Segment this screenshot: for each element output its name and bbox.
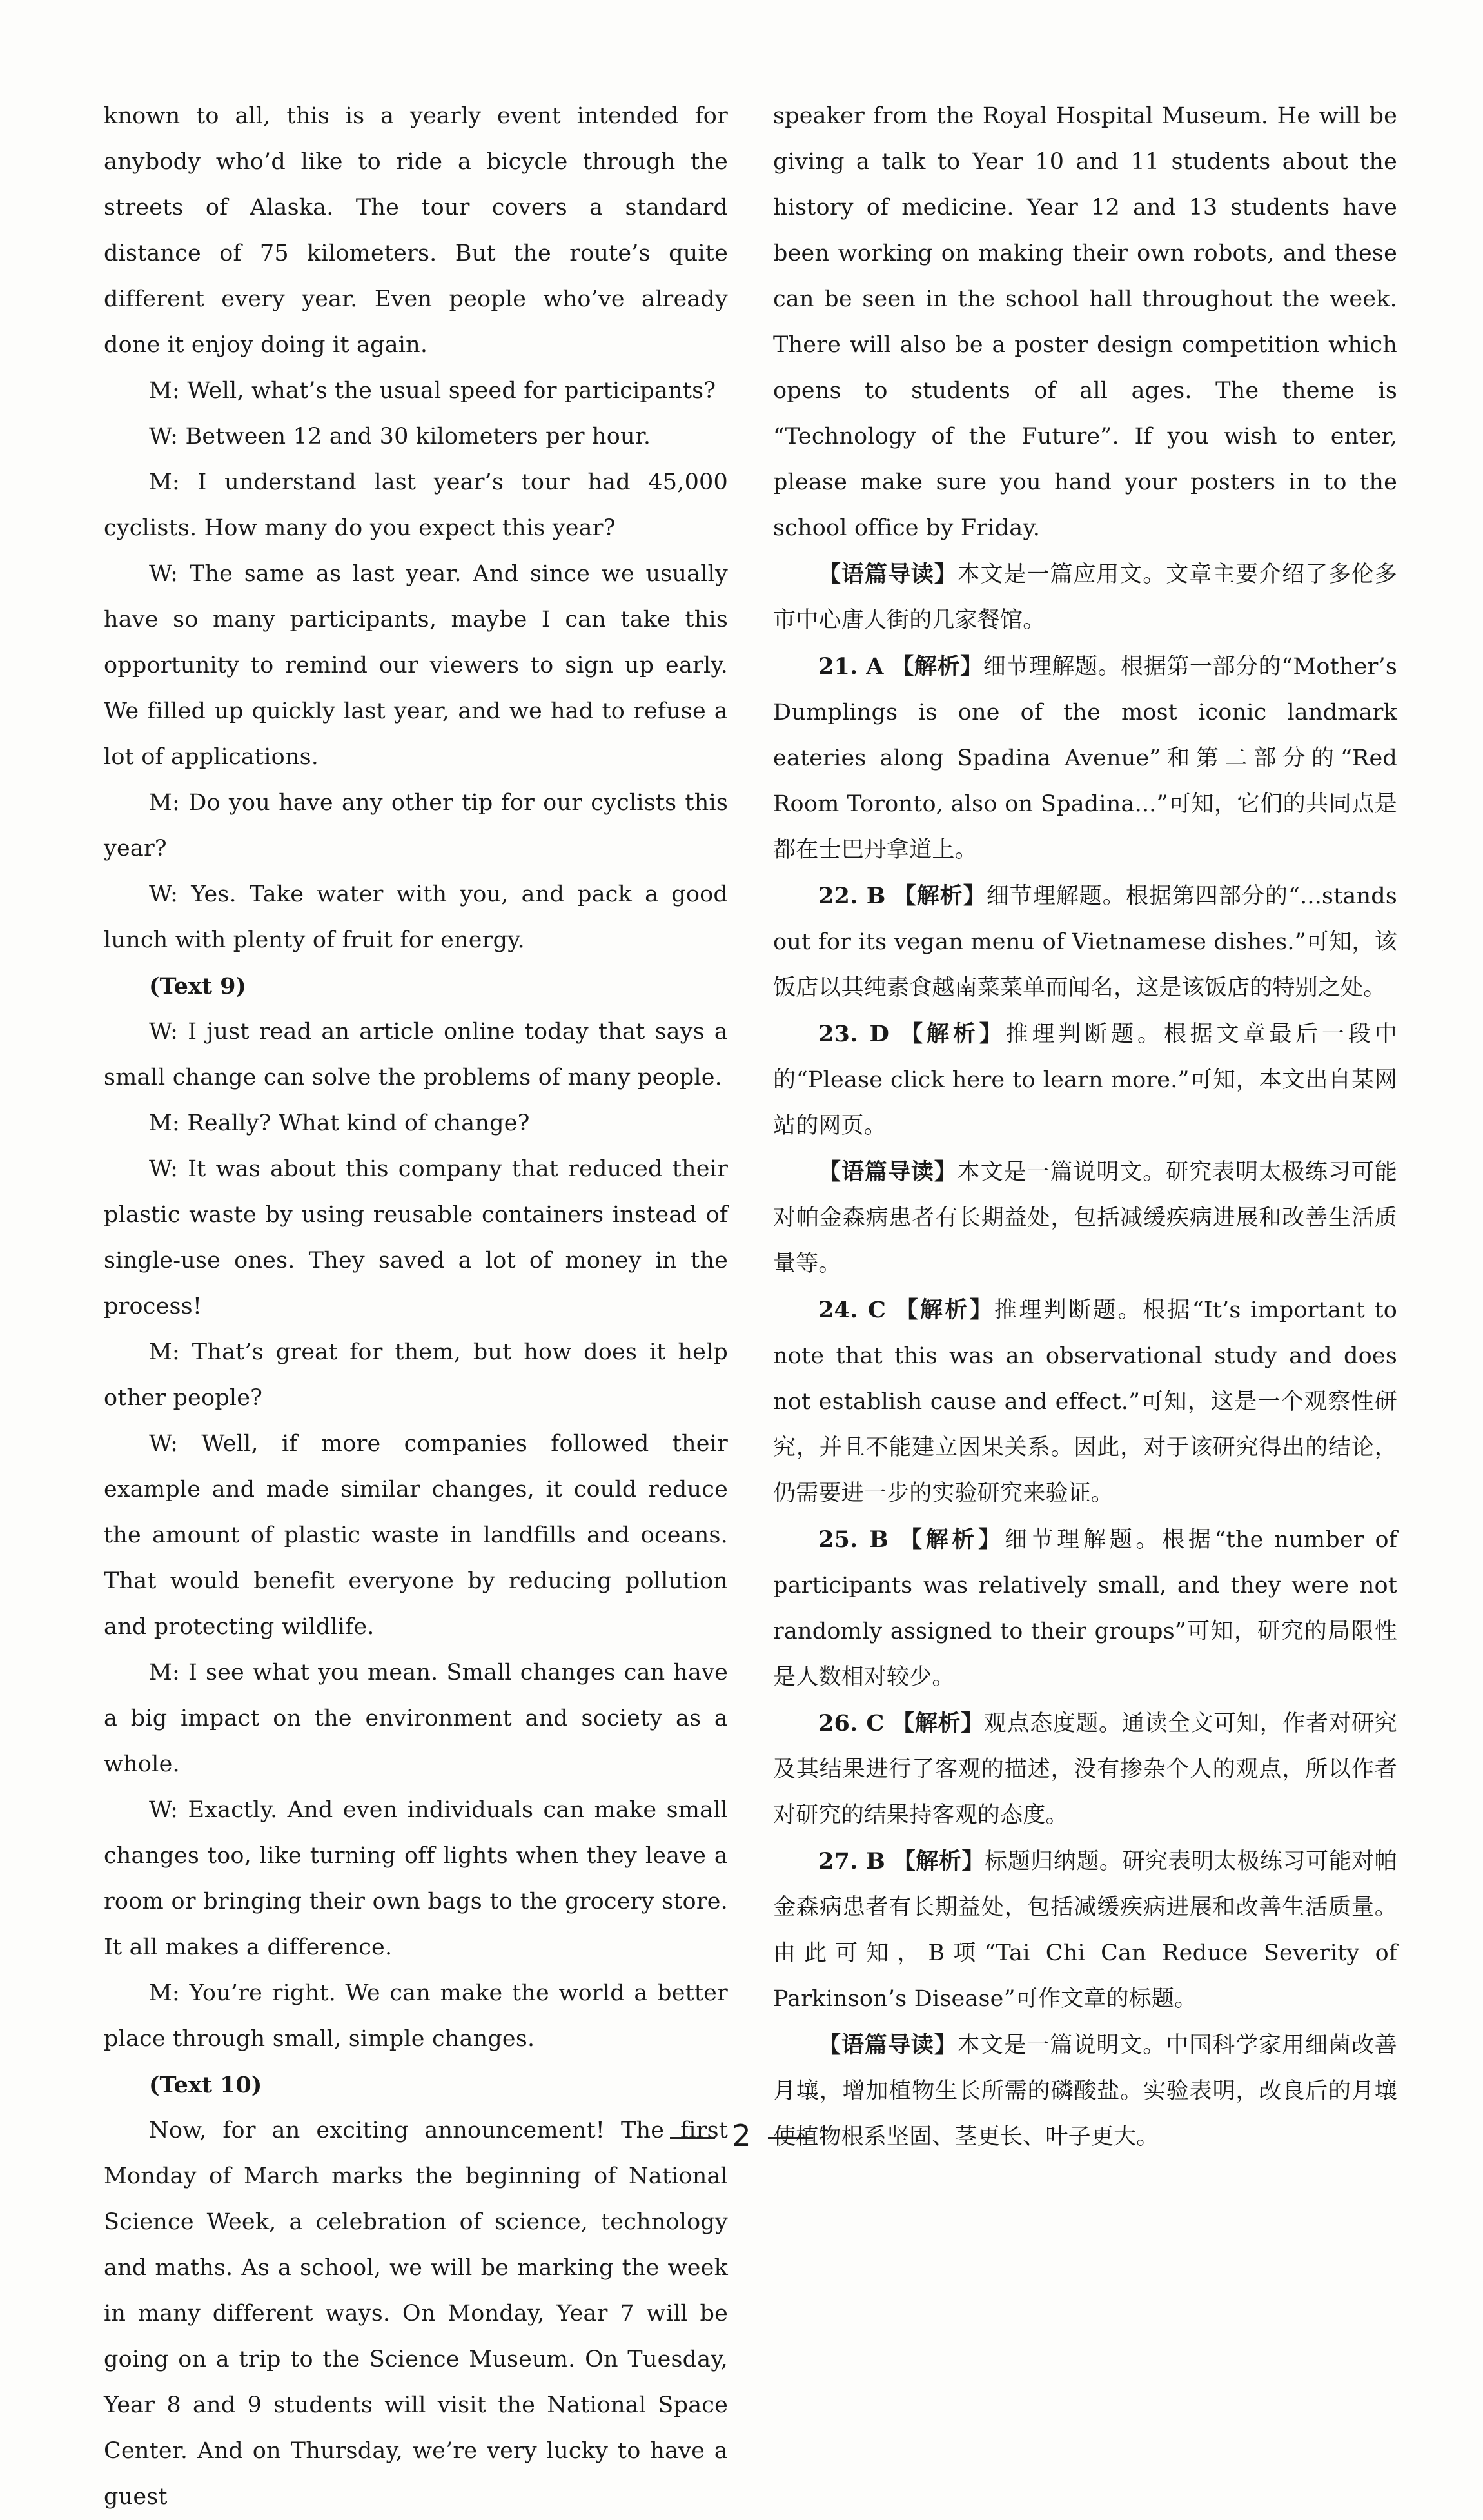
analysis-tag: 【解析】 xyxy=(892,1848,985,1875)
analysis-tag: 【解析】 xyxy=(900,1021,1006,1047)
guide-tag: 【语篇导读】 xyxy=(818,1159,958,1185)
analysis-text: 观点态度题。通读全文可知，作者对研究及其结果进行了客观的描述，没有掺杂个人的观点，所以作者对研究的结果持客观的态度。 xyxy=(773,1711,1398,1828)
section-heading-text-9: (Text 9) xyxy=(149,973,246,999)
analysis-text: 推理判断题。根据文章最后一段中的“Please click here to learn more.”可知，本文出自某网站的网页。 xyxy=(773,1021,1397,1139)
analysis-text: 标题归纳题。研究表明太极练习可能对帕金森病患者有长期益处，包括减缓疾病进展和改善生活质量。由此可知，B项“Tai Chi Can Reduce Severity of Parkinson’s Disease”可作文章的标题。 xyxy=(773,1849,1397,2012)
answer-22 xyxy=(773,873,1397,1011)
dialogue-line: M: That’s great for them, but how does it help other people? xyxy=(104,1339,728,1411)
dialogue-line: W: It was about this company that reduced their plastic waste by using reusable containers instead of single-use ones. They saved a lot of money in the process! xyxy=(104,1156,728,1319)
guide-text: 本文是一篇应用文。文章主要介绍了多伦多市中心唐人街的几家餐馆。 xyxy=(773,562,1397,633)
dialogue-line: W: Between 12 and 30 kilometers per hour. xyxy=(149,424,651,449)
paragraph: known to all, this is a yearly event intended for anybody who’d like to ride a bicycle through the streets of Alaska. The tour covers a standard distance of 75 kilometers. But the route’s quite different every year. Even people who’ve already done it enjoy doing it again. xyxy=(104,103,728,358)
reading-guide xyxy=(773,1149,1397,1287)
answer-25 xyxy=(773,1517,1397,1700)
dialogue-line: W: Exactly. And even individuals can make small changes too, like turning off lights when they leave a room or bringing their own bags to the grocery store. It all makes a difference. xyxy=(104,1797,728,1960)
answer-26 xyxy=(773,1700,1397,1838)
answer-number: 25. B xyxy=(818,1526,889,1553)
dialogue-line: M: Do you have any other tip for our cyclists this year? xyxy=(104,790,728,861)
footer-dash-right xyxy=(768,2137,813,2139)
dialogue-line: W: Yes. Take water with you, and pack a good lunch with plenty of fruit for energy. xyxy=(104,881,728,953)
answer-27 xyxy=(773,1838,1397,2022)
left-column xyxy=(104,94,728,2520)
paragraph: Now, for an exciting announcement! The first Monday of March marks the beginning of National Science Week, a celebration of science, technology and maths. As a school, we will be marking the week in many different ways. On Monday, Year 7 will be going on a trip to the Science Museum. On Tuesday, Year 8 and 9 students will visit the National Space Center. And on Thursday, we’re very lucky to have a guest xyxy=(104,2118,728,2510)
answer-24 xyxy=(773,1287,1397,1517)
analysis-text: 细节理解题。根据第四部分的“...stands out for its vegan menu of Vietnamese dishes.”可知，该饭店以其纯素食越南菜菜单而闻名，这是该饭店的特别之处。 xyxy=(773,883,1398,1001)
footer-dash-left xyxy=(670,2137,715,2139)
answer-number: 24. C xyxy=(818,1297,887,1323)
answer-number: 23. D xyxy=(818,1021,890,1047)
page-footer xyxy=(0,2118,1483,2153)
answer-number: 26. C xyxy=(818,1710,885,1737)
dialogue-line: M: I see what you mean. Small changes can have a big impact on the environment and society as a whole. xyxy=(104,1660,728,1777)
paragraph: speaker from the Royal Hospital Museum. He will be giving a talk to Year 10 and 11 students about the history of medicine. Year 12 and 13 students have been working on making their own robots, and these can be seen in the school hall throughout the week. There will also be a poster design competition which opens to students of all ages. The theme is “Technology of the Future”. If you wish to enter, please make sure you hand your posters in to the school office by Friday. xyxy=(773,103,1397,541)
dialogue-line: W: I just read an article online today that says a small change can solve the problems of many people. xyxy=(104,1019,728,1090)
analysis-text: 推理判断题。根据“It’s important to note that this was an observational study and does not establish cause and effect.”可知，这是一个观察性研究，并且不能建立因果关系。因此，对于该研究得出的结论，仍需要进一步的实验研究来验证。 xyxy=(773,1297,1397,1506)
guide-tag: 【语篇导读】 xyxy=(818,561,958,587)
answer-number: 21. A xyxy=(818,653,884,680)
page-number: 2 xyxy=(732,2118,751,2153)
analysis-tag: 【解析】 xyxy=(892,1710,984,1737)
answer-number: 22. B xyxy=(818,883,886,909)
guide-tag: 【语篇导读】 xyxy=(818,2032,958,2058)
dialogue-line: M: You’re right. We can make the world a better place through small, simple changes. xyxy=(104,1980,728,2052)
dialogue-line: M: I understand last year’s tour had 45,000 cyclists. How many do you expect this year? xyxy=(104,469,728,541)
answer-21 xyxy=(773,644,1397,873)
answer-23 xyxy=(773,1011,1397,1149)
guide-text: 本文是一篇说明文。中国科学家用细菌改善月壤，增加植物生长所需的磷酸盐。实验表明，改良后的月壤使植物根系坚固、茎更长、叶子更大。 xyxy=(773,2033,1397,2150)
answer-number: 27. B xyxy=(818,1848,886,1875)
analysis-text: 细节理解题。根据“the number of participants was relatively small, and they were not randomly assigned to their groups”可知，研究的局限性是人数相对较少。 xyxy=(773,1527,1397,1690)
guide-text: 本文是一篇说明文。研究表明太极练习可能对帕金森病患者有长期益处，包括减缓疾病进展和改善生活质量等。 xyxy=(773,1159,1397,1277)
section-heading-text-10: (Text 10) xyxy=(149,2072,262,2098)
analysis-tag: 【解析】 xyxy=(899,1526,1005,1553)
analysis-tag: 【解析】 xyxy=(893,883,987,909)
right-column xyxy=(773,94,1397,2160)
analysis-tag: 【解析】 xyxy=(895,1297,994,1323)
dialogue-line: W: The same as last year. And since we usually have so many participants, maybe I can take this opportunity to remind our viewers to sign up early. We filled up quickly last year, and we had to refuse a lot of applications. xyxy=(104,561,728,770)
reading-guide xyxy=(773,551,1397,644)
analysis-text: 细节理解题。根据第一部分的“Mother’s Dumplings is one of the most iconic landmark eateries along Spadina Avenue”和第二部分的“Red Room Toronto, also on Spadina...”可知，它们的共同点是都在士巴丹拿道上。 xyxy=(773,654,1398,863)
dialogue-line: M: Well, what’s the usual speed for participants? xyxy=(149,378,716,404)
analysis-tag: 【解析】 xyxy=(891,653,983,680)
dialogue-line: M: Really? What kind of change? xyxy=(149,1110,530,1136)
dialogue-line: W: Well, if more companies followed their example and made similar changes, it could reduce the amount of plastic waste in landfills and oceans. That would benefit everyone by reducing pollution and protecting wildlife. xyxy=(104,1431,728,1640)
